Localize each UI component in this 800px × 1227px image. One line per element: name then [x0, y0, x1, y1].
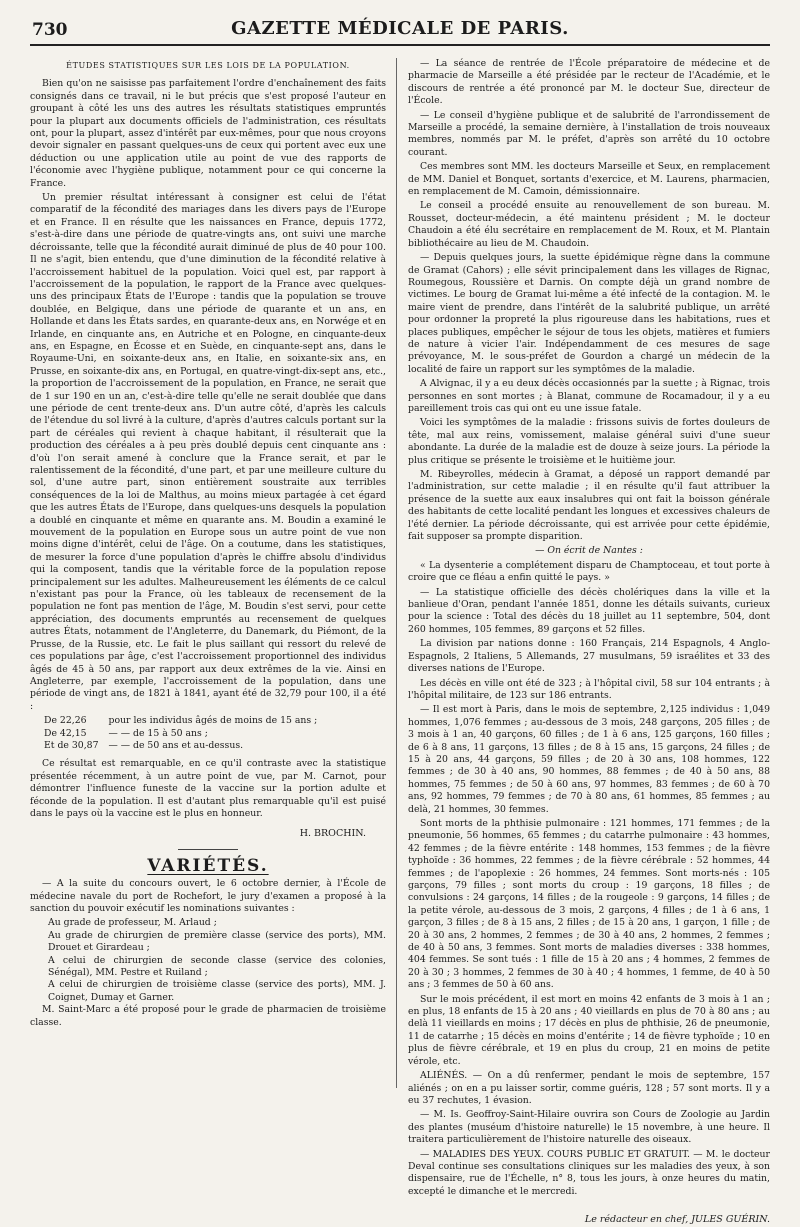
news-item-council-members: Ces membres sont MM. les docteurs Marseille et Seux, en remplacement de MM. Daniel et Bonquet, sortants d'exercice, et M. Laurens, pharmacien, en remplacement de M. Camoin, démissionnaire. [408, 161, 770, 198]
page-number: 730 [32, 20, 68, 40]
ratio-row [44, 728, 327, 740]
varietes-paragraph-2: M. Saint-Marc a été proposé pour le grade de pharmacien de troisième classe. [30, 1004, 386, 1028]
varietes-nomination-3: A celui de chirurgien de seconde classe (service des colonies, Sénégal), MM. Pestre et Ruiland ; [48, 954, 386, 979]
news-item-oran-cholera: — La statistique officielle des décès cholériques dans la ville et la banlieue d'Oran, pendant l'année 1851, donne les détails suivants, curieux pour la science : Total des décès du 18 juillet au 11 septembre, 504, dont 260 hommes, 105 femmes, 89 garçons et 52 filles. [408, 586, 770, 635]
news-item-marseille-school: — La séance de rentrée de l'École préparatoire de médecine et de pharmacie de Marseille a été présidée par le recteur de l'Académie, et le discours de rentrée a été prononcé par M. le docteur Sue, directeur de l'École. [408, 58, 770, 107]
news-item-zoology-course: — M. Is. Geoffroy-Saint-Hilaire ouvrira son Cours de Zoologie au Jardin des plantes (muséum d'histoire naturelle) le 15 novembre, à une heure. Il traitera particulièrement de l'histoire naturelle des oiseaux. [408, 1109, 770, 1146]
ratio-value: De 42,15 [44, 727, 87, 739]
article-paragraph-3: Ce résultat est remarquable, en ce qu'il contraste avec la statistique présentée récemment, à un autre point de vue, par M. Carnot, pour démontrer l'influence funeste de la vaccine sur la portion adulte et féconde de la population. Il est d'autant plus remarquable qu'il est puisé dans le pays où la vaccine est le plus en honneur. [30, 758, 386, 819]
article-author: H. BROCHIN. [299, 828, 366, 840]
news-item-hygiene-council: — Le conseil d'hygiène publique et de salubrité de l'arrondissement de Marseille a procédé, la semaine dernière, à l'installation de trois nouveaux membres, nommés par M. le préfet, d'après son arrêté du 10 octobre courant. [408, 109, 770, 158]
news-item-suette-deaths: A Alvignac, il y a eu deux décès occasionnés par la suette ; à Rignac, trois personnes en sont mortes ; à Blanat, commune de Rocamadour, il y a eu pareillement trois cas qui ont eu une issue fatale. [408, 378, 770, 414]
section-divider [178, 849, 238, 850]
varietes-heading: VARIÉTÉS. [147, 855, 269, 876]
column-divider [396, 58, 397, 1088]
article-title: ÉTUDES STATISTIQUES SUR LES LOIS DE LA POPULATION. [66, 61, 350, 70]
ratio-row [44, 740, 327, 752]
news-item-oran-hospitals: Les décès en ville ont été de 323 ; à l'hôpital civil, 58 sur 104 entrants ; à l'hôpital militaire, de 123 sur 186 entrants. [408, 677, 770, 701]
news-item-nantes: — On écrit de Nantes : [535, 545, 643, 557]
news-item-dysentery: « La dysenterie a complétement disparu de Champtoceau, et tout porte à croire que ce fléau a enfin quitté le pays. » [408, 559, 770, 584]
ratio-row [44, 715, 327, 727]
ratio-desc: — — de 15 à 50 ans ; [108, 727, 208, 739]
editor-signature: Le rédacteur en chef, JULES GUÉRIN. [584, 1214, 770, 1226]
ratio-table [44, 715, 327, 752]
news-item-oran-nations: La division par nations donne : 160 Français, 214 Espagnols, 4 Anglo-Espagnols, 2 Italiens, 5 Allemands, 27 musulmans, 59 israélites et 33 des diverses nations de l'Europe. [408, 638, 770, 675]
article-paragraph-2: Un premier résultat intéressant à consigner est celui de l'état comparatif de la fécondité des mariages dans les divers pays de l'Europe et en France. Il en résulte que les naissances en France, depuis 1772, s'est-à-dire dans une période de quatre-vingts ans, ont suivi une marche décroissante, telle que la fécondité aurait diminué de plus de 40 pour 100. Il ne s'agit, bien entendu, que d'une diminution de la fécondité relative à l'accroissement habituel de la population. Voici quel est, par rapport à l'accroissement de la population, le rapport de la France avec quelques-uns des principaux États de l'Europe : tandis que la population se trouve doublée, en Belgique, dans une période de quarante et un ans, en Hollande et dans les États sardes, en quarante-deux ans, en Norwége et en Irlande, en cinquante ans, en Autriche et en Pologne, en cinquante-deux ans, en Espagne, en Écosse et en Suède, en cinquante-sept ans, dans le Royaume-Uni, en soixante-deux ans, en Italie, en soixante-six ans, en Prusse, en soixante-dix ans, en Portugal, en quatre-vingt-dix-sept ans, etc., la proportion de l'accroissement de la population, en France, ne serait que de 1 sur 190 en un an, c'est-à-dire telle qu'elle ne serait doublée que dans une période de cent trente-deux ans. D'un autre côté, d'après les calculs de l'étendue du sol livré à la culture, d'après d'autres calculs portant sur la part de céréales qui revient à chaque habitant, il résulterait que la production des céréales a à peu près doublé depuis cent cinquante ans : d'où l'on serait amené à conclure que la France serait, et par le ralentissement de la fécondité, d'une part, et par une meilleure culture du sol, d'une autre part, sinon entièrement soustraite aux terribles conséquences de la loi de Malthus, au moins mieux partagée à cet égard que les autres États de l'Europe, dans quelques-uns desquels la population a doublé en cinquante et même en quarante ans. M. Boudin a examiné le mouvement de la population en Europe sous un autre point de vue non moins digne d'intérêt, celui de l'âge. On a coutume, dans les statistiques, de mesurer la force d'une population d'après le chiffre absolu d'individus qui la composent, tandis que la véritable force de la population repose principalement sur les adultes. Malheureusement les éléments de ce calcul n'existant pas pour la France, où les tableaux de recensement de la population ne font pas mention de l'âge, M. Boudin s'est servi, pour cette appréciation, des documents empruntés au recensement de quelques autres États, notamment de l'Angleterre, du Danemark, du Piémont, de la Prusse, de la Russie, etc. Le fait le plus saillant qui ressort du relevé de ces populations par âge, c'est l'accroissement proportionnel des individus âgés de 45 à 50 ans, par rapport aux deux extrêmes de la vie. Ainsi en Angleterre, par exemple, l'accroissement de la population, dans une période de vingt ans, de 1821 à 1841, ayant été de 32,79 pour 100, il a été : [30, 192, 386, 712]
news-item-eye-clinic: — MALADIES DES YEUX. COURS PUBLIC ET GRATUIT. — M. le docteur Deval continue ses consultations cliniques sur les maladies des yeux, à son dispensaire, rue de l'Échelle, n° 8, tous les jours, à onze heures du matin, excepté le dimanche et le mercredi. [408, 1148, 770, 1197]
news-item-paris-comparison: Sur le mois précédent, il est mort en moins 42 enfants de 3 mois à 1 an ; en plus, 18 enfants de 15 à 20 ans ; 40 vieillards en plus de 70 à 80 ans ; au delà 11 vieillards en moins ; 17 décès en plus de phthisie, 26 de pneumonie, 11 de catarrhe ; 15 décès en moins d'entérite ; 14 de fièvre typhoïde ; 10 en plus de fièvre cérébrale, et 19 en plus du croup, 21 en moins de petite vérole, etc. [408, 993, 770, 1067]
article-paragraph-1: Bien qu'on ne saisisse pas parfaitement l'ordre d'enchaînement des faits consignés dans ce travail, ni le but précis que s'est proposé l'auteur en groupant à côté les uns des autres les résultats statistiques empruntés pour la plupart aux documents officiels de l'administration, ces résultats ont, pour la plupart, assez d'intérêt par eux-mêmes, pour que nous croyons devoir signaler en passant quelques-uns de ceux qui portent avec eux une déduction ou une application utile au point de vue des rapports de l'économie avec l'hygiène publique, notamment pour ce qui concerne la France. [30, 78, 386, 189]
varietes-nomination-2: Au grade de chirurgien de première classe (service des ports), MM. Drouet et Girardeau ; [48, 929, 386, 954]
news-item-suette-epidemic: — Depuis quelques jours, la suette épidémique règne dans la commune de Gramat (Cahors) ; elle sévit principalement dans les villages de Rignac, Roumegous, Roussière et Darnis. On compte déjà un grand nombre de victimes. Le bourg de Gramat lui-même a été infecté de la contagion. M. le maire vient de prendre, dans l'intérêt de la salubrité publique, un arrêté pour ordonner la propreté la plus rigoureuse dans les habitations, rues et places publiques, empêcher le séjour de tous les objets, matières et fumiers de nature à vicier l'air. Indépendamment de ces mesures de sage prévoyance, M. le sous-préfet de Gourdon a chargé un médecin de la localité de faire un rapport sur les symptômes de la maladie. [408, 252, 770, 375]
news-item-paris-deaths: — Il est mort à Paris, dans le mois de septembre, 2,125 individus : 1,049 hommes, 1,076 femmes ; au-dessous de 3 mois, 248 garçons, 205 filles ; de 3 mois à 1 an, 40 garçons, 60 filles ; de 1 à 6 ans, 125 garçons, 160 filles ; de 6 à 8 ans, 11 garçons, 13 filles ; de 8 à 15 ans, 15 garçons, 24 filles ; de 15 à 20 ans, 44 garçons, 59 filles ; de 20 à 30 ans, 108 hommes, 122 femmes ; de 30 à 40 ans, 90 hommes, 88 femmes ; de 40 à 50 ans, 88 hommes, 75 femmes ; de 50 à 60 ans, 97 hommes, 83 femmes ; de 60 à 70 ans, 92 hommes, 79 femmes ; de 70 à 80 ans, 61 hommes, 85 femmes ; au delà, 21 hommes, 30 femmes. [408, 704, 770, 815]
ratio-value: De 22,26 [44, 715, 87, 727]
varietes-paragraph-1: — A la suite du concours ouvert, le 6 octobre dernier, à l'École de médecine navale du port de Rochefort, le jury d'examen a proposé à la sanction du pouvoir exécutif les nominations suivantes : [30, 878, 386, 914]
page-header [30, 18, 770, 46]
right-column [408, 58, 770, 1226]
journal-title: GAZETTE MÉDICALE DE PARIS. [231, 18, 569, 39]
ratio-desc: — — de 50 ans et au-dessus. [108, 739, 244, 751]
varietes-nomination-4: A celui de chirurgien de troisième classe (service des ports), MM. J. Coignet, Dumay et Garner. [48, 979, 386, 1003]
ratio-desc: pour les individus âgés de moins de 15 ans ; [108, 715, 318, 727]
news-item-paris-causes: Sont morts de la phthisie pulmonaire : 121 hommes, 171 femmes ; de la pneumonie, 56 hommes, 65 femmes ; du catarrhe pulmonaire : 43 hommes, 42 femmes ; de la fièvre entérite : 148 hommes, 153 femmes ; de la fièvre typhoïde : 36 hommes, 22 femmes ; de la fièvre cérébrale : 52 hommes, 44 femmes ; de l'apoplexie : 26 hommes, 24 femmes. Sont morts-nés : 105 garçons, 79 filles ; sont morts du croup : 19 garçons, 18 filles ; de convulsions : 24 garçons, 14 filles ; de la rougeole : 9 garçons, 14 filles ; de la petite vérole, au-dessous de 3 mois, 2 garçons, 4 filles ; de 1 à 6 ans, 1 garçon, 3 filles ; de 8 à 15 ans, 2 filles ; de 15 à 20 ans, 1 garçon, 1 fille ; de 20 à 30 ans, 2 hommes, 2 femmes ; de 30 à 40 ans, 2 hommes, 2 femmes ; de 40 à 50 ans, 3 femmes. Sont morts de maladies diverses : 338 hommes, 404 femmes. Se sont tués : 1 fille de 15 à 20 ans ; 4 hommes, 2 femmes de 20 à 30 ; 3 hommes, 2 femmes de 30 à 40 ; 4 hommes, 1 femme, de 40 à 50 ans ; 3 femmes de 50 à 60 ans. [408, 817, 770, 991]
news-item-suette-symptoms: Voici les symptômes de la maladie : frissons suivis de fortes douleurs de tête, mal aux reins, vomissement, malaise général suivi d'une sueur abondante. La durée de la maladie est de douze à seize jours. La période la plus critique se présente le troisième et le huitième jour. [408, 417, 770, 466]
ratio-value: Et de 30,87 [44, 739, 99, 751]
news-item-suette-report: M. Ribeyrolles, médecin à Gramat, a déposé un rapport demandé par l'administration, sur cette maladie ; il en résulte qu'il faut attribuer la présence de la suette aux eaux insalubres qui ont fait la boisson générale des habitants de cette localité pendant les longues et excessives chaleurs de l'été dernier. La période décroissante, qui est arrivée pour cette épidémie, fait supposer sa prompte disparition. [408, 469, 770, 543]
varietes-nomination-1: Au grade de professeur, M. Arlaud ; [48, 917, 217, 929]
news-item-council-bureau: Le conseil a procédé ensuite au renouvellement de son bureau. M. Rousset, docteur-médecin, a été maintenu président ; M. le docteur Chaudoin a été élu secrétaire en remplacement de M. Roux, et M. Plantain bibliothécaire au lieu de M. Chaudoin. [408, 200, 770, 249]
news-item-alienes: ALIÉNÉS. — On a dû renfermer, pendant le mois de septembre, 157 aliénés ; on en a pu laisser sortir, comme guéris, 128 ; 57 sont morts. Il y a eu 37 rechutes, 1 évasion. [408, 1070, 770, 1106]
left-column [30, 58, 386, 1098]
